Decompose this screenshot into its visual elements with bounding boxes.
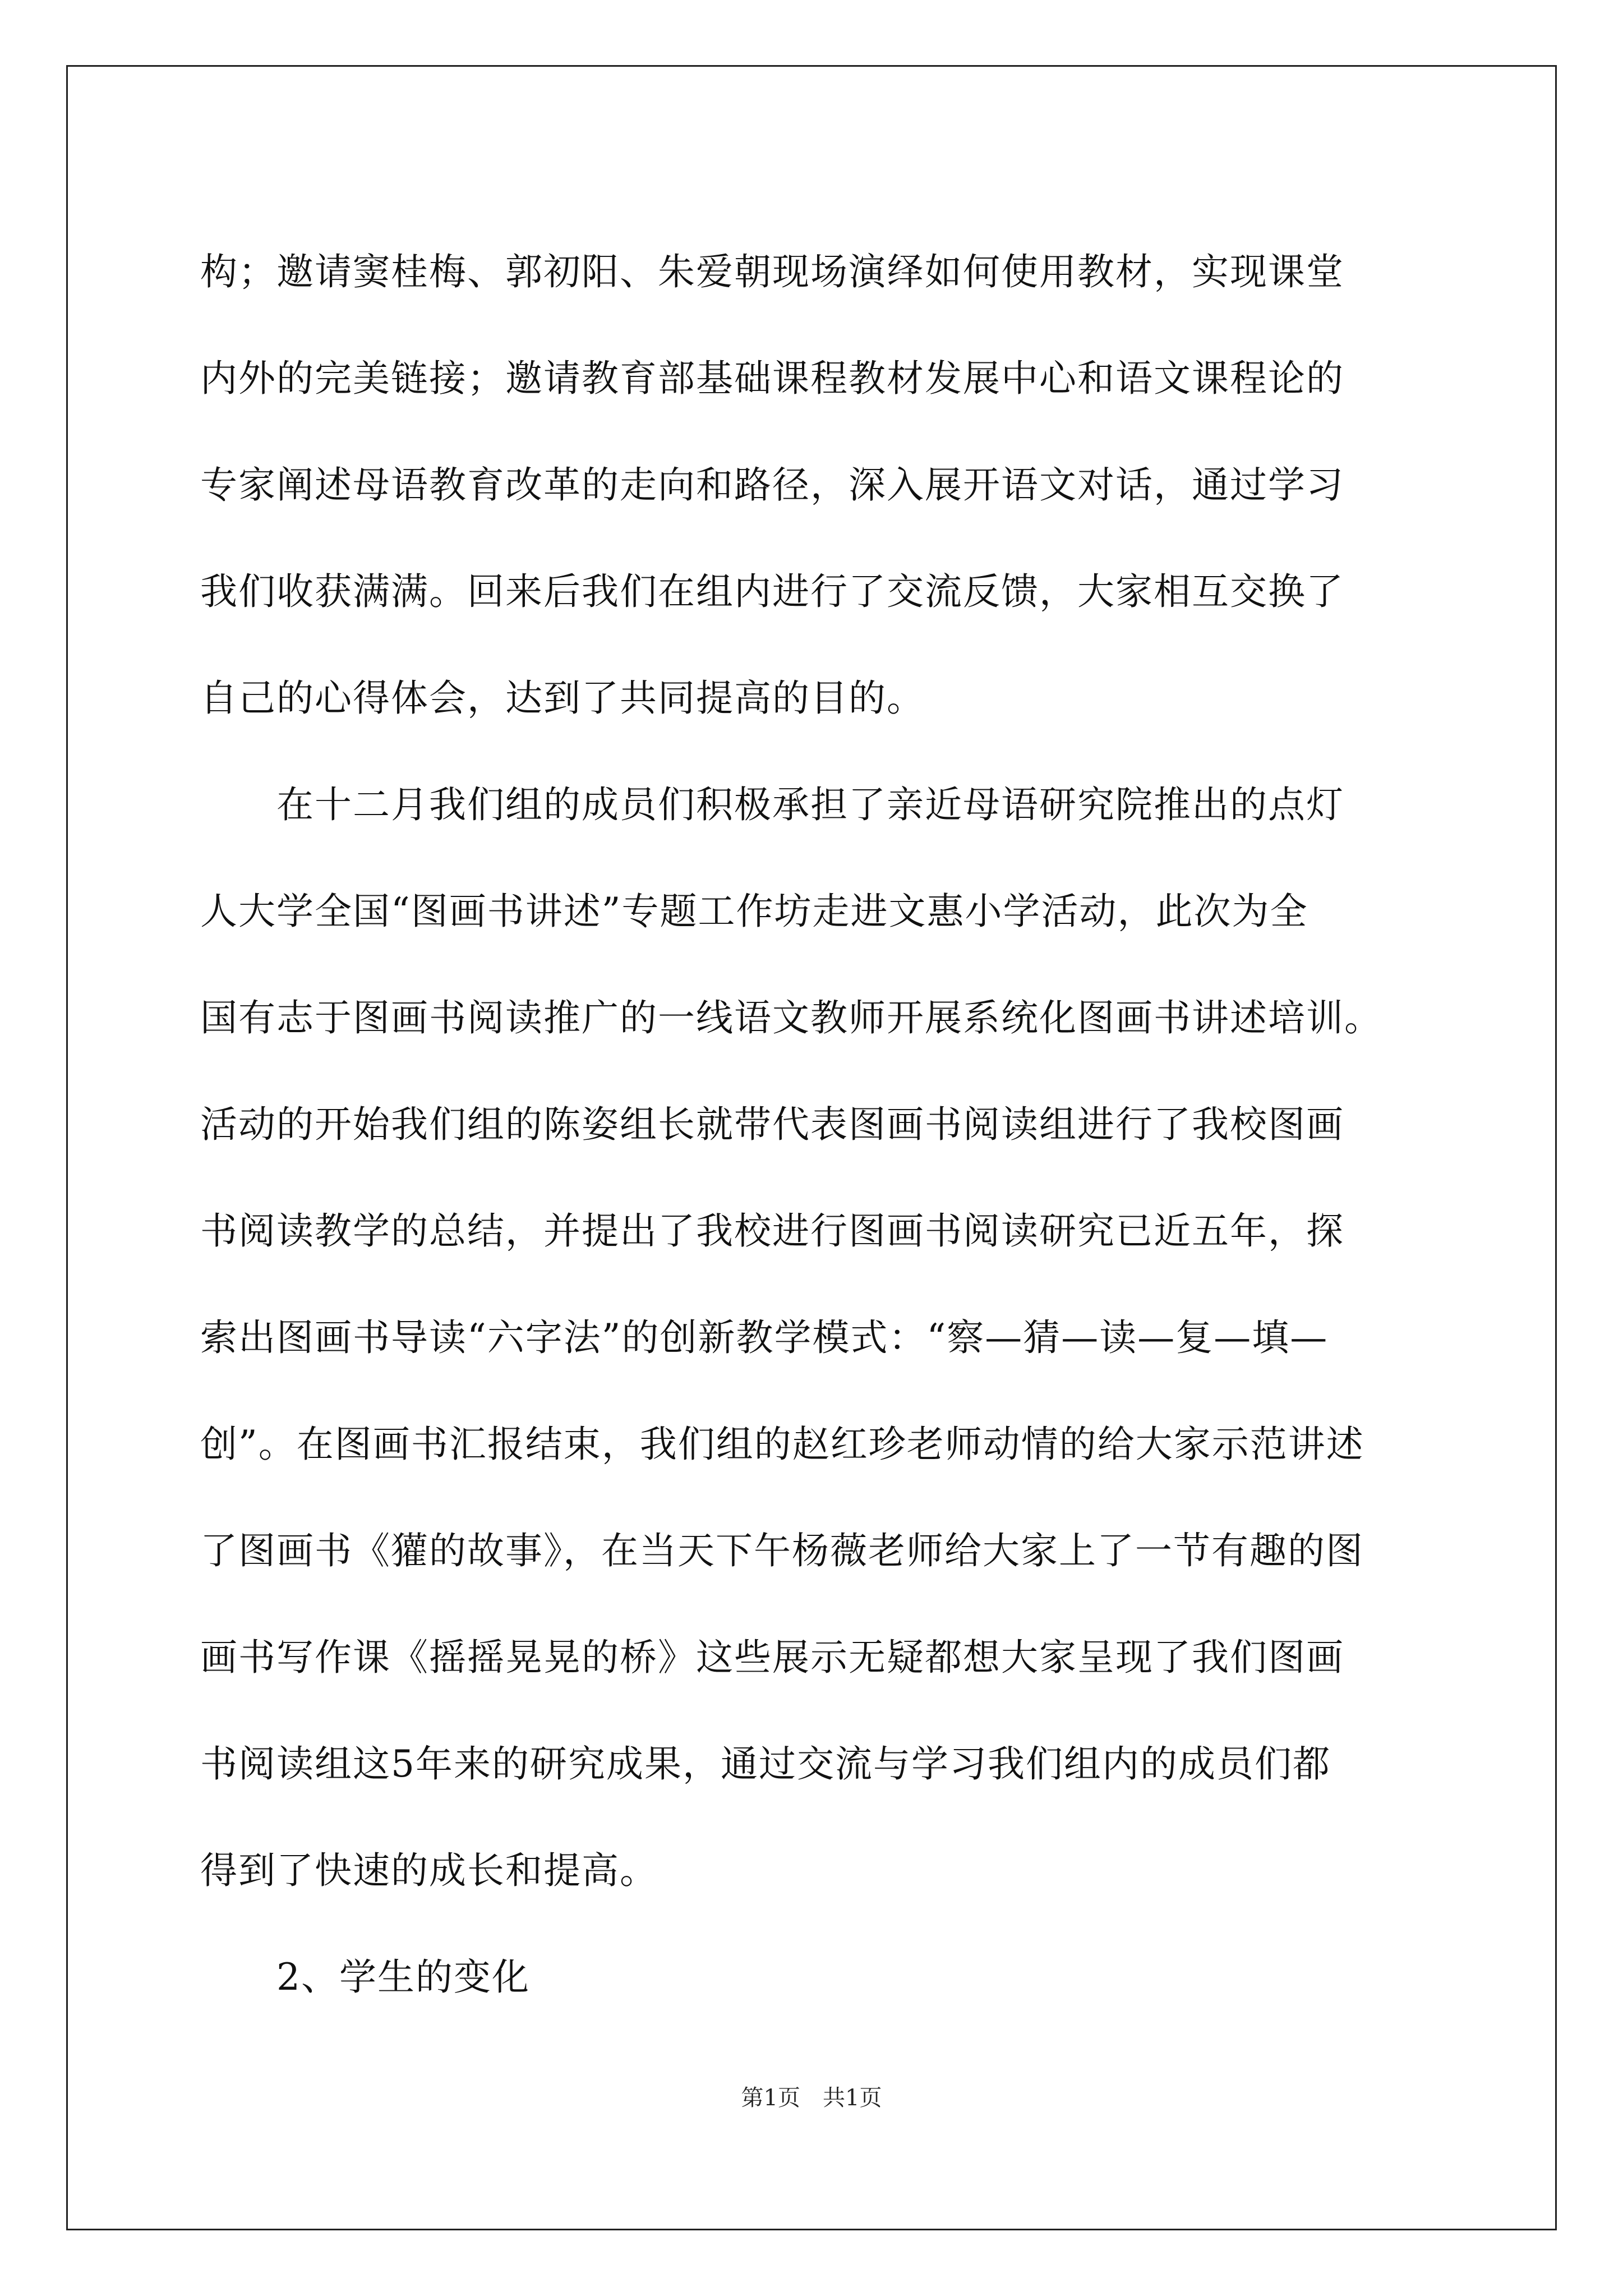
- paragraph-line: 活动的开始我们组的陈姿组长就带代表图画书阅读组进行了我校图画: [200, 1103, 1344, 1146]
- paragraph-line: 我们收获满满。回来后我们在组内进行了交流反馈，大家相互交换了: [200, 570, 1344, 613]
- paragraph-line: 创”。在图画书汇报结束，我们组的赵红珍老师动情的给大家示范讲述: [200, 1423, 1364, 1466]
- paragraph-line: 画书写作课《摇摇晃晃的桥》这些展示无疑都想大家呈现了我们图画: [200, 1636, 1344, 1679]
- document-body: [200, 219, 1445, 2031]
- paragraph-line: 了图画书《獾的故事》，在当天下午杨薇老师给大家上了一节有趣的图: [200, 1529, 1364, 1572]
- paragraph-line: 在十二月我们组的成员们积极承担了亲近母语研究院推出的点灯: [276, 783, 1344, 826]
- paragraph-line: 书阅读组这5年来的研究成果，通过交流与学习我们组内的成员们都: [200, 1742, 1331, 1786]
- paragraph-line: 自己的心得体会，达到了共同提高的目的。: [200, 677, 925, 720]
- section-heading: 2、学生的变化: [276, 1955, 530, 1999]
- paragraph-line: 索出图画书导读“六字法”的创新教学模式：“察—猜—读—复—填—: [200, 1316, 1329, 1359]
- paragraph-line: 国有志于图画书阅读推广的一线语文教师开展系统化图画书讲述培训。: [200, 996, 1382, 1039]
- paragraph-line: 内外的完美链接；邀请教育部基础课程教材发展中心和语文课程论的: [200, 357, 1344, 400]
- page-footer: 第1页 共1页: [741, 2085, 882, 2111]
- paragraph-line: 人大学全国“图画书讲述”专题工作坊走进文惠小学活动，此次为全: [200, 890, 1308, 933]
- paragraph-line: 专家阐述母语教育改革的走向和路径，深入展开语文对话，通过学习: [200, 463, 1344, 507]
- paragraph-line: 得到了快速的成长和提高。: [200, 1849, 658, 1892]
- paragraph-line: 书阅读教学的总结，并提出了我校进行图画书阅读研究已近五年，探: [200, 1209, 1344, 1253]
- paragraph-line: 构；邀请窦桂梅、郭初阳、朱爱朝现场演绎如何使用教材，实现课堂: [200, 250, 1344, 293]
